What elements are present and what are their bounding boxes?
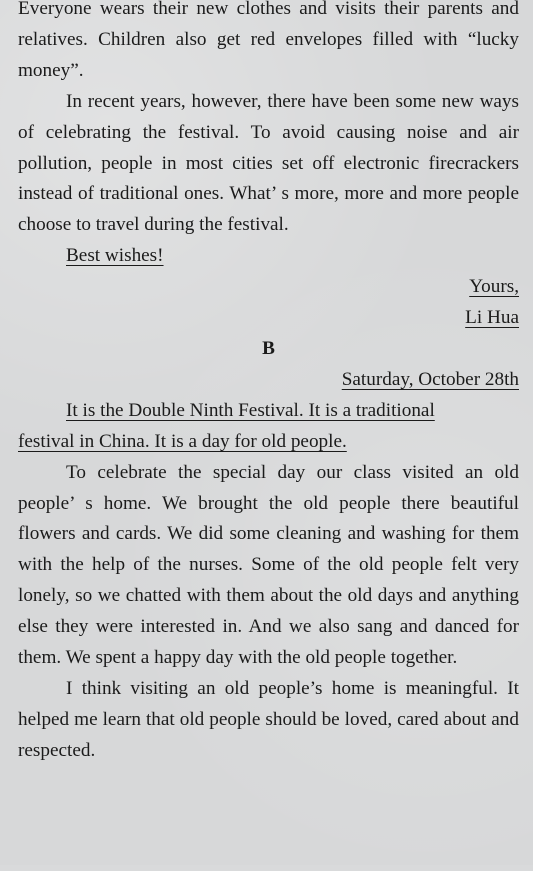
signature-li-hua-text: Li Hua [465, 307, 519, 329]
signoff-yours [18, 272, 519, 303]
signature-li-hua [18, 303, 519, 334]
closing-best-wishes-text: Best wishes! [66, 245, 164, 267]
paragraph-new-ways: In recent years, however, there have been some new ways of celebrating the festival. To avoid causing noise and air pollution, people in most cities set off electronic firecrackers instead of traditional ones. What’ s more, more and more people choose to travel during the festival. [18, 90, 519, 236]
closing-best-wishes [18, 241, 519, 272]
paragraph-meaningful: I think visiting an old people’s home is meaningful. It helped me learn that old people should be loved, cared about and respected. [18, 677, 519, 761]
paragraph-visit-home: To celebrate the special day our class visited an old people’ s home. We brought the old people there beautiful flowers and cards. We did some cleaning and washing for them with the help of the nurses. Some of the old people felt very lonely, so we chatted with them about the old days and anything else they were interested in. And we also sang and danced for them. We spent a happy day with the old people together. [18, 461, 519, 669]
intro-line-2-text: festival in China. It is a day for old people. [18, 430, 347, 452]
intro-line-2 [18, 427, 519, 458]
diary-date [18, 365, 519, 396]
intro-line-1 [18, 396, 519, 427]
paragraph-new-clothes: Everyone wears their new clothes and visits their parents and relatives. Children also get red envelopes filled with “lucky money”. [18, 0, 519, 81]
diary-date-text: Saturday, October 28th [341, 368, 519, 390]
section-label-b: B [262, 337, 275, 359]
signoff-yours-text: Yours, [469, 276, 519, 298]
intro-line-1-text: It is the Double Ninth Festival. It is a traditional [66, 399, 435, 421]
